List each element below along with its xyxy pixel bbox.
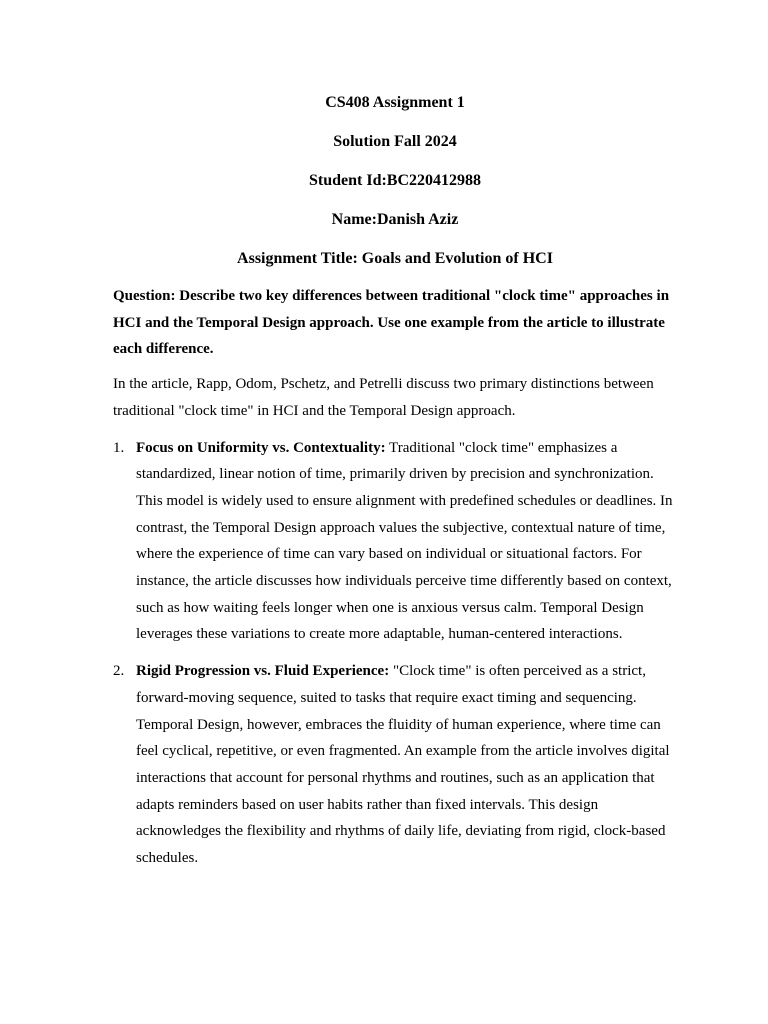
student-id-heading: Student Id:BC220412988 bbox=[308, 172, 482, 189]
intro-paragraph: In the article, Rapp, Odom, Pschetz, and Petrelli discuss two primary distinctions between traditional "clock time" in HCI and the Temporal Design approach. bbox=[113, 376, 654, 419]
list-item-lead: Rigid Progression vs. Fluid Experience: bbox=[136, 663, 390, 680]
document-page bbox=[113, 88, 673, 882]
student-name-heading: Name:Danish Aziz bbox=[331, 211, 459, 228]
list-item bbox=[113, 435, 673, 649]
question-text: Question: Describe two key differences between traditional "clock time" approaches in HCI and the Temporal Design approach. Use one example from the article to illustrate each difference. bbox=[113, 288, 670, 358]
list-item-number: 2. bbox=[113, 663, 125, 680]
list-item-text: "Clock time" is often perceived as a strict, forward-moving sequence, suited to tasks that require exact timing and sequencing. Temporal Design, however, embraces the fluidity of human experience, where time can feel cyclical, repetitive, or even fragmented. An example from the article involves digital interactions that account for personal rhythms and routines, such as an application that adapts reminders based on user habits rather than fixed intervals. This design acknowledges the flexibility and rhythms of daily life, deviating from rigid, clock-based schedules. bbox=[136, 663, 670, 867]
list-item bbox=[113, 658, 673, 872]
solution-heading: Solution Fall 2024 bbox=[333, 133, 457, 150]
differences-list bbox=[113, 435, 673, 872]
course-heading: CS408 Assignment 1 bbox=[325, 94, 465, 111]
list-item-number: 1. bbox=[113, 439, 125, 456]
assignment-title-heading: Assignment Title: Goals and Evolution of HCI bbox=[237, 250, 553, 267]
list-item-text: Traditional "clock time" emphasizes a standardized, linear notion of time, primarily driven by precision and synchronization. This model is widely used to ensure alignment with predefined schedules or deadlines. In contrast, the Temporal Design approach values the subjective, contextual nature of time, where the experience of time can vary based on individual or situational factors. For instance, the article discusses how individuals perceive time differently based on context, such as how waiting feels longer when one is anxious versus calm. Temporal Design leverages these variations to create more adaptable, human-centered interactions. bbox=[136, 439, 673, 643]
list-item-lead: Focus on Uniformity vs. Contextuality: bbox=[136, 439, 386, 456]
